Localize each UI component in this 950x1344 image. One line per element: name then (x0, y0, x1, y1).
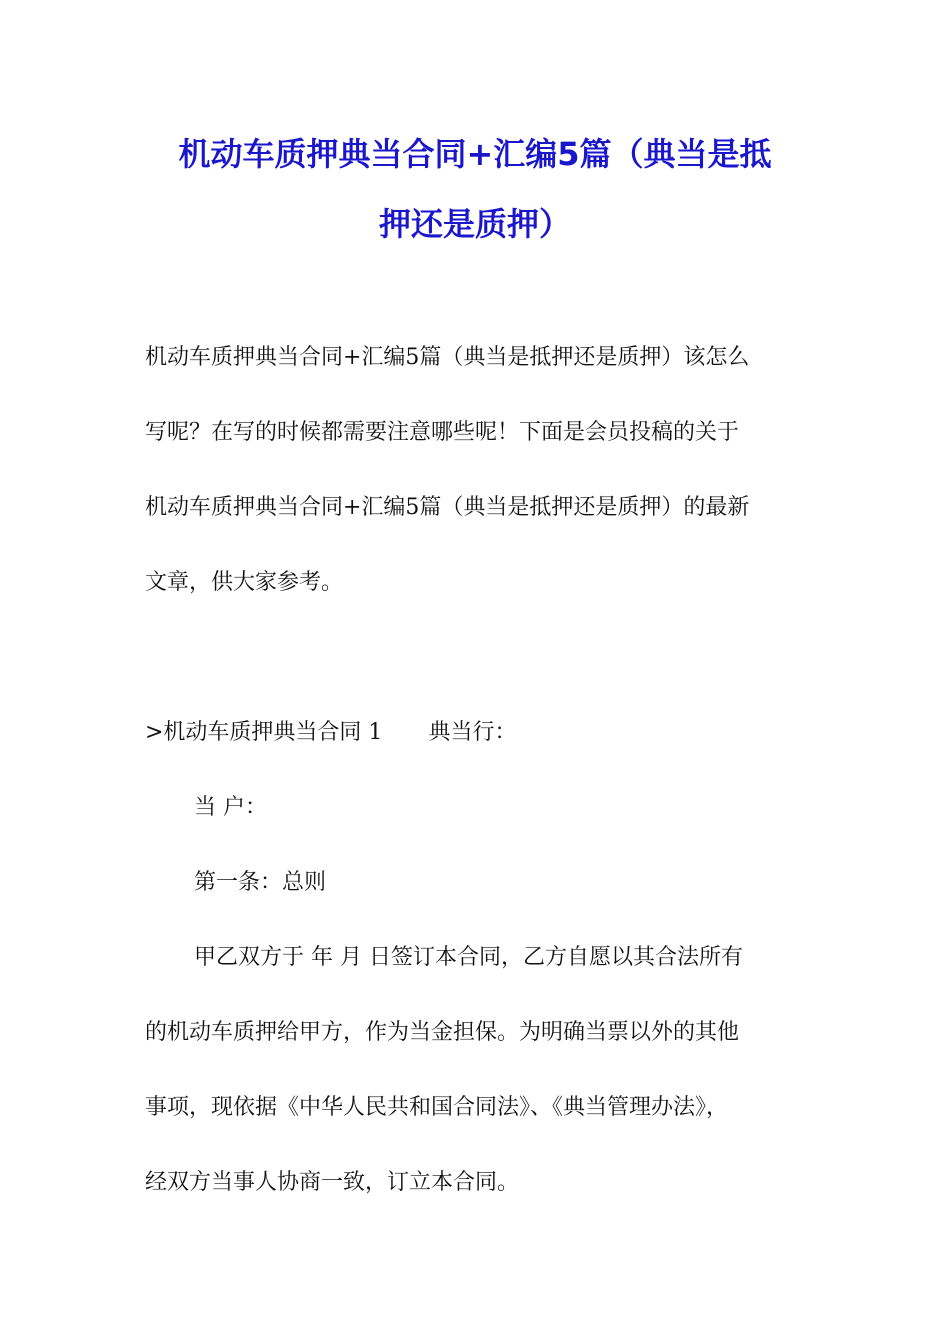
document-title-line-1: 机动车质押典当合同+汇编5篇（典当是抵 (178, 135, 772, 173)
intro-line-3: 机动车质押典当合同+汇编5篇（典当是抵押还是质押）的最新 (145, 495, 750, 520)
party-a-label: 典当行： (428, 720, 517, 745)
document-title-line-2: 押还是质押） (378, 205, 571, 243)
contract-heading: >机动车质押典当合同 1 (145, 720, 383, 745)
article-1-line-2: 的机动车质押给甲方，作为当金担保。为明确当票以外的其他 (145, 1020, 740, 1045)
contract-heading-row (145, 718, 516, 748)
party-b-label: 当 户： (194, 795, 267, 820)
intro-line-1: 机动车质押典当合同+汇编5篇（典当是抵押还是质押）该怎么 (145, 345, 750, 370)
intro-line-4: 文章，供大家参考。 (145, 570, 344, 595)
article-1-title: 第一条：总则 (194, 870, 327, 895)
article-1-line-4: 经双方当事人协商一致，订立本合同。 (145, 1170, 520, 1195)
intro-line-2: 写呢？在写的时候都需要注意哪些呢！下面是会员投稿的关于 (145, 420, 740, 445)
article-1-line-3: 事项，现依据《中华人民共和国合同法》、《典当管理办法》， (145, 1095, 729, 1120)
article-1-line-1: 甲乙双方于 年 月 日签订本合同，乙方自愿以其合法所有 (194, 945, 743, 970)
